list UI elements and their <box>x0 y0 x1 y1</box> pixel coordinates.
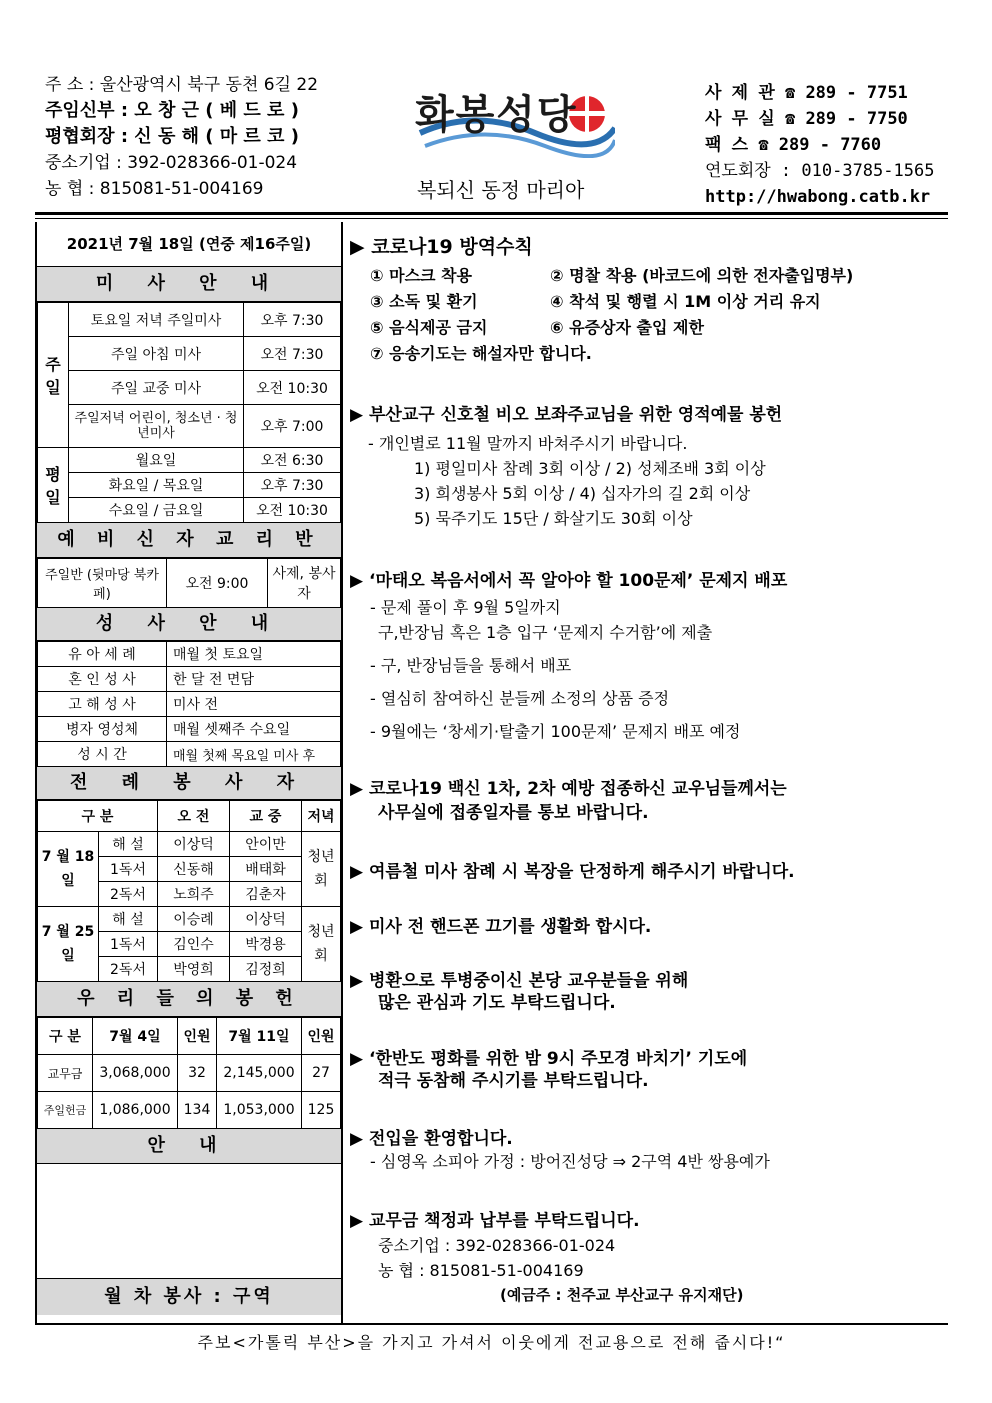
offering-title: 우 리 들 의 봉 헌 <box>37 982 341 1017</box>
sacrament-value: 매월 셋째주 수요일 <box>167 717 341 742</box>
table-row <box>38 405 341 448</box>
offering-cell: 1,086,000 <box>93 1092 178 1129</box>
left-column <box>35 222 343 1323</box>
mass-time: 오후 7:30 <box>244 473 341 498</box>
sacrament-name: 병자 영성체 <box>38 717 167 742</box>
notice-welcome <box>350 1124 940 1174</box>
offering-cell: 1,053,000 <box>217 1092 302 1129</box>
account-1: 중소기업 : 392-028366-01-024 <box>45 153 298 173</box>
notice-title: ▶ 전입을 환영합니다. <box>350 1124 940 1149</box>
servers-cell: 김춘자 <box>230 882 302 907</box>
notice-title: ▶ 코로나19 백신 1차, 2차 예방 접종하신 교우님들께서는 <box>350 774 940 799</box>
mass-name: 수요일 / 금요일 <box>69 498 244 523</box>
servers-header: 구 분 <box>38 801 158 832</box>
servers-header: 오 전 <box>158 801 230 832</box>
notice-title: ▶ 미사 전 핸드폰 끄기를 생활화 합시다. <box>350 912 940 937</box>
footer-divider <box>35 1323 948 1325</box>
notice-covid <box>350 232 940 373</box>
sacrament-table <box>37 641 341 767</box>
bulletin-date: 2021년 7월 18일 (연중 제16주일) <box>37 222 341 267</box>
catechumen-teacher: 사제, 봉사자 <box>268 559 341 608</box>
table-row <box>38 742 341 767</box>
chairman: 평협회장 : 신 동 해 ( 마 르 코 ) <box>45 126 299 147</box>
fax-number: 팩 스 ☎ 289 - 7760 <box>705 135 882 155</box>
table-row <box>38 667 341 692</box>
catechumen-title: 예 비 신 자 교 리 반 <box>37 523 341 558</box>
footer-text: 주보<가톨릭 부산>을 가지고 가셔서 이웃에게 전교용으로 전해 줍시다!“ <box>197 1333 786 1352</box>
covid-rule: ④ 착석 및 행렬 시 1M 이상 거리 유지 <box>550 292 821 311</box>
address: 주 소 : 울산광역시 북구 동쳔 6길 22 <box>45 75 319 95</box>
notice-line: 적극 동참해 주시기를 부탁드립니다. <box>378 1071 649 1091</box>
covid-rule: ⑤ 음식제공 금지 <box>370 318 488 337</box>
notice-vaccine <box>350 774 940 826</box>
sacrament-value: 한 달 전 면담 <box>167 667 341 692</box>
covid-rules <box>370 263 940 373</box>
servers-role: 해 설 <box>99 907 158 932</box>
notice-line: 농 협 : 815081-51-004169 <box>378 1261 584 1280</box>
offering-header: 구 분 <box>38 1018 93 1055</box>
notice-sick <box>350 966 940 1016</box>
notice-line: 많은 관심과 기도 부탁드립니다. <box>378 993 616 1013</box>
offering-header: 인원 <box>178 1018 217 1055</box>
notice-bishop <box>350 400 940 531</box>
mass-time: 오전 10:30 <box>244 371 341 405</box>
church-subtitle: 복되신 동정 마리아 <box>417 178 585 202</box>
servers-cell: 신동해 <box>158 857 230 882</box>
notice-phone <box>350 912 940 937</box>
servers-cell: 박영희 <box>158 957 230 982</box>
sacrament-name: 혼 인 성 사 <box>38 667 167 692</box>
offering-cell: 2,145,000 <box>217 1055 302 1092</box>
notice-line: 구,반장님 혹은 1층 입구 ‘문제지 수거함’에 제출 <box>378 623 713 642</box>
servers-role: 2독서 <box>99 957 158 982</box>
notice-line: - 심영옥 소피아 가정 : 방어진성당 ⇒ 2구역 4반 쌍용예가 <box>370 1152 770 1171</box>
table-row <box>38 1055 341 1092</box>
table-row <box>38 303 341 337</box>
servers-header: 교 중 <box>230 801 302 832</box>
offering-cell: 27 <box>302 1055 341 1092</box>
notice-line: 3) 희생봉사 5회 이상 / 4) 십자가의 길 2회 이상 <box>414 484 751 503</box>
table-row <box>38 337 341 371</box>
servers-date: 7 월 18 일 <box>38 832 99 907</box>
youth-contact: 연도회장 : 010-3785-1565 <box>705 161 935 181</box>
notice-title: ▶ 부산교구 신호철 비오 보좌주교님을 위한 영적예물 봉헌 <box>350 400 940 425</box>
mass-section-title: 미 사 안 내 <box>37 267 341 302</box>
notice-dues <box>350 1206 940 1308</box>
offering-cell: 교무금 <box>38 1055 93 1092</box>
rectory-phone: 사 제 관 ☎ 289 - 7751 <box>705 83 908 103</box>
notice-line: 사무실에 접종일자를 통보 바랍니다. <box>378 803 649 823</box>
table-row <box>38 907 341 932</box>
mass-name: 월요일 <box>69 448 244 473</box>
notice-title: ▶ 여름철 미사 참례 시 복장을 단정하게 해주시기 바랍니다. <box>350 857 940 882</box>
table-row <box>38 832 341 857</box>
notice-peace <box>350 1044 940 1094</box>
notice-dress <box>350 857 940 882</box>
table-row <box>38 642 341 667</box>
servers-role: 2독서 <box>99 882 158 907</box>
notice-title: ▶ 코로나19 방역수칙 <box>350 232 940 259</box>
notice-matthew <box>350 566 940 744</box>
servers-role: 해 설 <box>99 832 158 857</box>
table-row <box>38 801 341 832</box>
offering-cell: 32 <box>178 1055 217 1092</box>
table-row <box>38 371 341 405</box>
servers-role: 1독서 <box>99 932 158 957</box>
servers-table <box>37 800 341 982</box>
sunday-label: 주일 <box>38 303 69 448</box>
office-phone: 사 무 실 ☎ 289 - 7750 <box>705 109 908 129</box>
servers-title: 전 례 봉 사 자 <box>37 767 341 800</box>
church-logo <box>415 78 615 202</box>
covid-rule: ⑥ 유증상자 출입 제한 <box>550 318 704 337</box>
servers-cell: 노희주 <box>158 882 230 907</box>
mass-time: 오전 10:30 <box>244 498 341 523</box>
sacrament-value: 매월 첫 토요일 <box>167 642 341 667</box>
monthly-service: 월 차 봉사 : 구역 <box>37 1279 341 1315</box>
header-info-right <box>705 80 934 210</box>
sacrament-name: 성 시 간 <box>38 742 167 767</box>
mass-name: 주일 아침 미사 <box>69 337 244 371</box>
servers-date: 7 월 25 일 <box>38 907 99 982</box>
table-row <box>38 1092 341 1129</box>
offering-cell: 3,068,000 <box>93 1055 178 1092</box>
offering-cell: 주일헌금 <box>38 1092 93 1129</box>
notice-line: - 문제 풀이 후 9월 5일까지 <box>370 598 561 617</box>
servers-evening: 청년회 <box>302 832 341 907</box>
servers-cell: 김정희 <box>230 957 302 982</box>
servers-role: 1독서 <box>99 857 158 882</box>
mass-name: 주일저녁 어린이, 청소년 · 청년미사 <box>69 405 244 448</box>
servers-cell: 이승례 <box>158 907 230 932</box>
mass-name: 화요일 / 목요일 <box>69 473 244 498</box>
mass-time: 오전 6:30 <box>244 448 341 473</box>
notice-line: 중소기업 : 392-028366-01-024 <box>378 1236 616 1255</box>
church-name: 화봉성당 <box>415 92 578 138</box>
guide-title: 안 내 <box>37 1129 341 1164</box>
notice-line: - 구, 반장님들을 통해서 배포 <box>370 656 572 675</box>
sacrament-title: 성 사 안 내 <box>37 608 341 641</box>
notice-title: ▶ ‘한반도 평화를 위한 밤 9시 주모경 바치기’ 기도에 <box>350 1044 940 1069</box>
catechumen-class: 주일반 (뒷마당 북카페) <box>38 559 167 608</box>
mass-schedule-table <box>37 302 341 523</box>
offering-header: 7월 11일 <box>217 1018 302 1055</box>
priest: 주임신부 : 오 창 근 ( 베 드 로 ) <box>45 100 299 121</box>
notice-line: 1) 평일미사 참례 3회 이상 / 2) 성체조배 3회 이상 <box>414 459 766 478</box>
notice-line: - 9월에는 ‘창세기·탈출기 100문제’ 문제지 배포 예정 <box>370 722 741 741</box>
header-divider <box>35 212 948 215</box>
table-row <box>38 1018 341 1055</box>
catechumen-time: 오전 9:00 <box>167 559 268 608</box>
header-info-left <box>45 72 318 202</box>
notice-title: ▶ 병환으로 투병중이신 본당 교우분들을 위해 <box>350 966 940 991</box>
notice-title: ▶ ‘마태오 복음서에서 꼭 알아야 할 100문제’ 문제지 배포 <box>350 566 940 591</box>
table-row <box>38 692 341 717</box>
sacrament-value: 매월 첫째 목요일 미사 후 <box>167 742 341 767</box>
mass-name: 토요일 저녁 주일미사 <box>69 303 244 337</box>
notice-line: - 열심히 참여하신 분들께 소정의 상품 증정 <box>370 689 670 708</box>
covid-rule: ① 마스크 착용 <box>370 266 472 285</box>
sacrament-value: 미사 전 <box>167 692 341 717</box>
offering-header: 인원 <box>302 1018 341 1055</box>
table-row <box>38 448 341 473</box>
mass-time: 오후 7:00 <box>244 405 341 448</box>
offering-table <box>37 1017 341 1129</box>
catechumen-table <box>37 558 341 608</box>
sacrament-name: 고 해 성 사 <box>38 692 167 717</box>
offering-header: 7월 4일 <box>93 1018 178 1055</box>
servers-evening: 청년회 <box>302 907 341 982</box>
mass-time: 오후 7:30 <box>244 303 341 337</box>
servers-header: 저녁 <box>302 801 341 832</box>
table-row <box>38 498 341 523</box>
servers-cell: 배태화 <box>230 857 302 882</box>
notice-title: ▶ 교무금 책정과 납부를 부탁드립니다. <box>350 1206 940 1231</box>
table-row <box>38 559 341 608</box>
covid-rule: ⑦ 응송기도는 해설자만 합니다. <box>370 344 592 363</box>
covid-rule: ② 명찰 착용 (바코드에 의한 전자출입명부) <box>550 266 854 285</box>
notice-line: 5) 묵주기도 15단 / 화살기도 30회 이상 <box>414 509 693 528</box>
offering-cell: 125 <box>302 1092 341 1129</box>
servers-cell: 안이만 <box>230 832 302 857</box>
guide-box <box>37 1164 341 1279</box>
covid-rule: ③ 소독 및 환기 <box>370 292 478 311</box>
header-divider-thin <box>35 218 948 219</box>
homepage-link[interactable]: http://hwabong.catb.kr <box>705 187 931 207</box>
mass-name: 주일 교중 미사 <box>69 371 244 405</box>
table-row <box>38 717 341 742</box>
sacrament-name: 유 아 세 례 <box>38 642 167 667</box>
table-row <box>38 473 341 498</box>
servers-cell: 박경용 <box>230 932 302 957</box>
offering-cell: 134 <box>178 1092 217 1129</box>
weekday-label: 평일 <box>38 448 69 523</box>
servers-cell: 김인수 <box>158 932 230 957</box>
servers-cell: 이상덕 <box>158 832 230 857</box>
notice-line: - 개인별로 11월 말까지 바쳐주시기 바랍니다. <box>368 434 688 453</box>
notice-line: (예금주 : 천주교 부산교구 유지재단) <box>500 1286 744 1304</box>
account-2: 농 협 : 815081-51-004169 <box>45 179 264 199</box>
servers-cell: 이상덕 <box>230 907 302 932</box>
mass-time: 오전 7:30 <box>244 337 341 371</box>
